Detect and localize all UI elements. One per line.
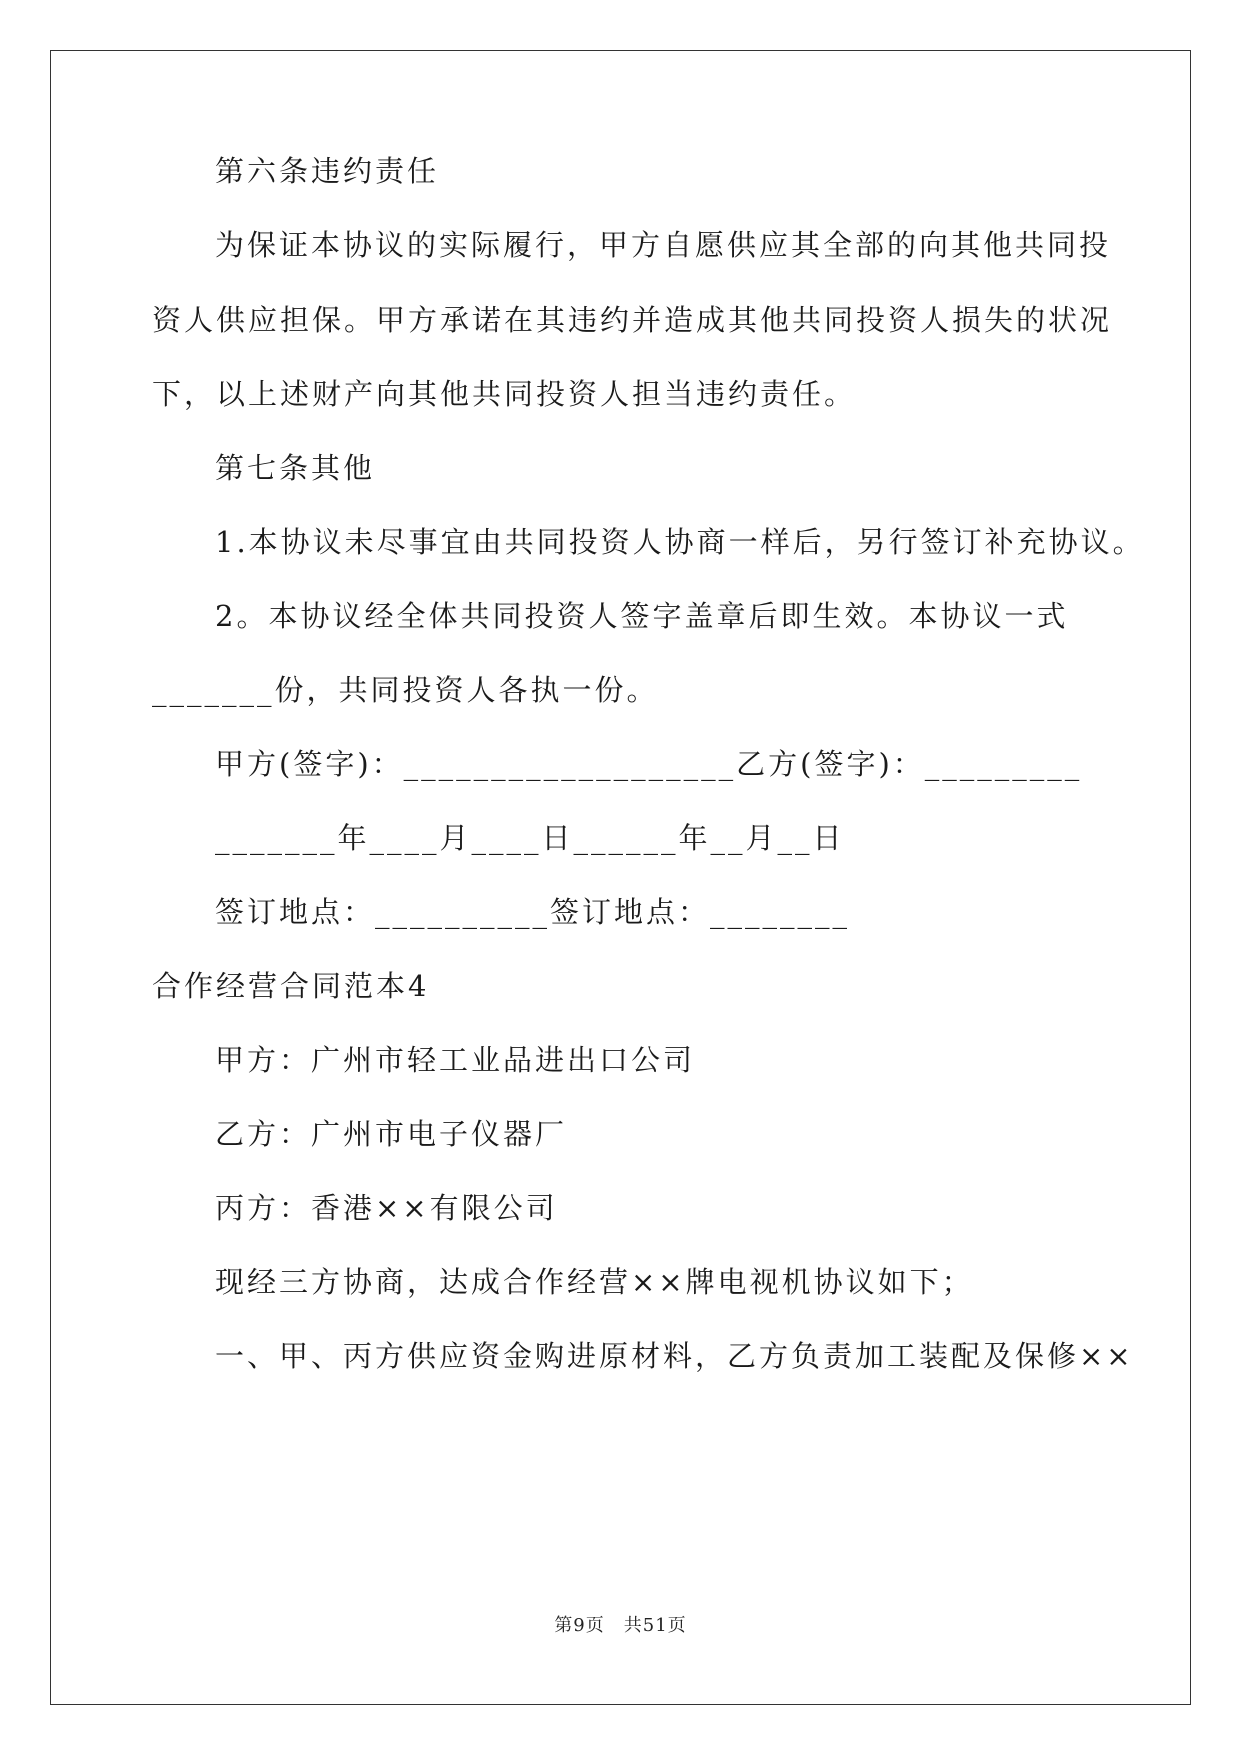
party-a-line: 甲方：广州市轻工业品进出口公司 [215,1043,696,1077]
paragraph-line: 2。本协议经全体共同投资人签字盖章后即生效。本协议一式 [215,599,1069,633]
paragraph-line: 一、甲、丙方供应资金购进原材料，乙方负责加工装配及保修×× [215,1339,1134,1373]
article-6-heading: 第六条违约责任 [215,154,440,188]
party-b-line: 乙方：广州市电子仪器厂 [215,1117,568,1151]
date-line: _______年____月____日______年__月__日 [215,821,845,855]
section-title: 合作经营合同范本4 [152,969,430,1003]
paragraph-line: 资人供应担保。甲方承诺在其违约并造成其他共同投资人损失的状况 [152,303,1113,337]
signing-place-line: 签订地点：__________签订地点：________ [215,895,851,929]
page-number-footer: 第9页 共51页 [554,1615,687,1636]
paragraph-line: 为保证本协议的实际履行，甲方自愿供应其全部的向其他共同投 [215,228,1112,262]
paragraph-line: _______份，共同投资人各执一份。 [152,673,659,707]
page-border [50,50,1191,1705]
signature-line: 甲方(签字)：___________________乙方(签字)：_________ [215,747,1083,781]
paragraph-line: 下，以上述财产向其他共同投资人担当违约责任。 [152,377,857,411]
paragraph-line: 现经三方协商，达成合作经营××牌电视机协议如下； [215,1265,974,1299]
article-7-heading: 第七条其他 [215,451,376,485]
party-c-line: 丙方：香港××有限公司 [215,1191,558,1225]
paragraph-line: 1.本协议未尽事宜由共同投资人协商一样后，另行签订补充协议。 [215,525,1145,559]
